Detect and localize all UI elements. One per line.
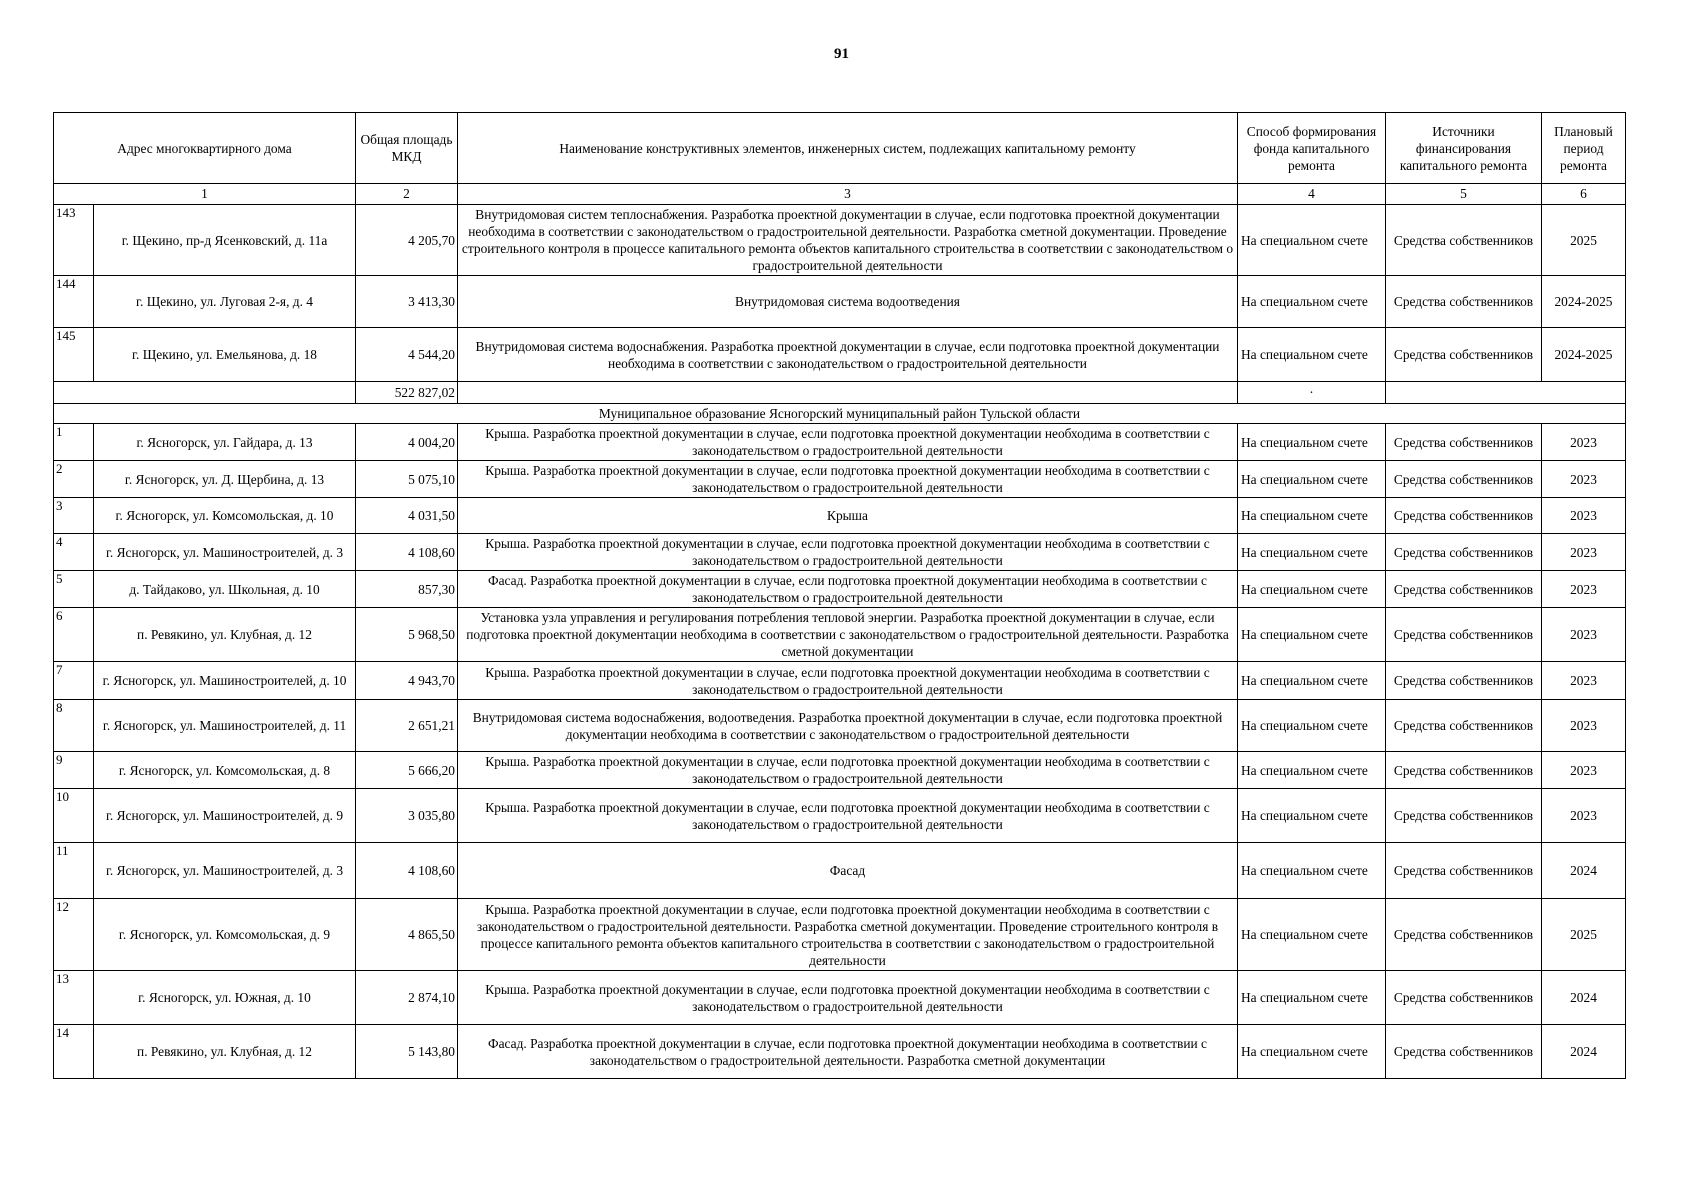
row-area: 4 108,60 — [356, 534, 458, 571]
row-method: На специальном счете — [1238, 662, 1386, 700]
row-address: д. Тайдаково, ул. Школьная, д. 10 — [94, 571, 356, 608]
table-row — [54, 498, 1626, 534]
row-number: 8 — [54, 700, 94, 752]
row-number: 9 — [54, 752, 94, 789]
row-address: г. Ясногорск, ул. Д. Щербина, д. 13 — [94, 461, 356, 498]
row-period: 2024-2025 — [1542, 328, 1626, 382]
row-elements: Фасад — [458, 843, 1238, 899]
row-area: 4 004,20 — [356, 424, 458, 461]
row-area: 5 075,10 — [356, 461, 458, 498]
row-method: На специальном счете — [1238, 276, 1386, 328]
row-area: 5 666,20 — [356, 752, 458, 789]
total-area: 522 827,02 — [356, 382, 458, 404]
row-method: На специальном счете — [1238, 752, 1386, 789]
row-address: г. Ясногорск, ул. Комсомольская, д. 10 — [94, 498, 356, 534]
row-area: 4 031,50 — [356, 498, 458, 534]
row-area: 4 108,60 — [356, 843, 458, 899]
row-method: На специальном счете — [1238, 534, 1386, 571]
header-area: Общая площадь МКД — [356, 113, 458, 184]
row-address: г. Ясногорск, ул. Южная, д. 10 — [94, 971, 356, 1025]
row-address: г. Ясногорск, ул. Комсомольская, д. 9 — [94, 899, 356, 971]
row-address: г. Щекино, ул. Емельянова, д. 18 — [94, 328, 356, 382]
row-number: 145 — [54, 328, 94, 382]
row-address: п. Ревякино, ул. Клубная, д. 12 — [94, 608, 356, 662]
row-elements: Внутридомовая систем теплоснабжения. Разработка проектной документации в случае, если подготовка проектной документации необходима в соответствии с законодательством о градостроительной деятельности. Разработка сметной документации. Проведение строительного контроля в процессе капитального ремонта объектов капитального строительства в соответствии с законодательством о градостроительной деятельности — [458, 205, 1238, 276]
row-area: 3 035,80 — [356, 789, 458, 843]
row-elements: Внутридомовая система водоснабжения. Разработка проектной документации в случае, если подготовка проектной документации необходима в соответствии с законодательством о градостроительной деятельности — [458, 328, 1238, 382]
row-elements: Крыша. Разработка проектной документации в случае, если подготовка проектной документации необходима в соответствии с законодательством о градостроительной деятельности — [458, 424, 1238, 461]
table-row — [54, 971, 1626, 1025]
capital-repair-table — [53, 112, 1626, 1079]
row-method: На специальном счете — [1238, 608, 1386, 662]
row-period: 2023 — [1542, 789, 1626, 843]
row-elements: Крыша. Разработка проектной документации в случае, если подготовка проектной документации необходима в соответствии с законодательством о градостроительной деятельности — [458, 971, 1238, 1025]
row-number: 2 — [54, 461, 94, 498]
row-period: 2023 — [1542, 461, 1626, 498]
row-source: Средства собственников — [1386, 700, 1542, 752]
total-mark: · — [1238, 382, 1386, 404]
row-address: г. Щекино, пр-д Ясенковский, д. 11а — [94, 205, 356, 276]
row-elements: Внутридомовая система водоснабжения, водоотведения. Разработка проектной документации в случае, если подготовка проектной документации необходима в соответствии с законодательством о градостроительной деятельности — [458, 700, 1238, 752]
row-period: 2025 — [1542, 899, 1626, 971]
row-area: 4 865,50 — [356, 899, 458, 971]
row-source: Средства собственников — [1386, 571, 1542, 608]
row-source: Средства собственников — [1386, 899, 1542, 971]
row-period: 2023 — [1542, 424, 1626, 461]
row-number: 10 — [54, 789, 94, 843]
row-period: 2023 — [1542, 608, 1626, 662]
row-elements: Внутридомовая система водоотведения — [458, 276, 1238, 328]
row-method: На специальном счете — [1238, 205, 1386, 276]
row-elements: Крыша. Разработка проектной документации в случае, если подготовка проектной документации необходима в соответствии с законодательством о градостроительной деятельности — [458, 662, 1238, 700]
table-row — [54, 789, 1626, 843]
column-number: 1 — [54, 184, 356, 205]
row-elements: Установка узла управления и регулирования потребления тепловой энергии. Разработка проектной документации в случае, если подготовка проектной документации необходима в соответствии с законодательством о градостроительной деятельности. Разработка сметной документации — [458, 608, 1238, 662]
row-source: Средства собственников — [1386, 534, 1542, 571]
row-address: г. Ясногорск, ул. Гайдара, д. 13 — [94, 424, 356, 461]
total-empty-cell — [1386, 382, 1626, 404]
row-elements: Крыша. Разработка проектной документации в случае, если подготовка проектной документации необходима в соответствии с законодательством о градостроительной деятельности — [458, 461, 1238, 498]
row-method: На специальном счете — [1238, 971, 1386, 1025]
table-row — [54, 1025, 1626, 1079]
header-method: Способ формирования фонда капитального ремонта — [1238, 113, 1386, 184]
table-body-part1 — [54, 205, 1626, 382]
row-area: 857,30 — [356, 571, 458, 608]
table-row — [54, 843, 1626, 899]
row-period: 2025 — [1542, 205, 1626, 276]
row-address: г. Ясногорск, ул. Машиностроителей, д. 11 — [94, 700, 356, 752]
row-source: Средства собственников — [1386, 498, 1542, 534]
table-row — [54, 899, 1626, 971]
row-address: г. Ясногорск, ул. Машиностроителей, д. 3 — [94, 534, 356, 571]
row-area: 3 413,30 — [356, 276, 458, 328]
header-period: Плановый период ремонта — [1542, 113, 1626, 184]
row-method: На специальном счете — [1238, 843, 1386, 899]
row-address: г. Ясногорск, ул. Комсомольская, д. 8 — [94, 752, 356, 789]
row-number: 6 — [54, 608, 94, 662]
table-body-part2 — [54, 424, 1626, 1079]
row-method: На специальном счете — [1238, 899, 1386, 971]
row-number: 14 — [54, 1025, 94, 1079]
row-method: На специальном счете — [1238, 424, 1386, 461]
row-method: На специальном счете — [1238, 1025, 1386, 1079]
total-label-cell — [54, 382, 356, 404]
row-area: 5 143,80 — [356, 1025, 458, 1079]
row-source: Средства собственников — [1386, 789, 1542, 843]
row-elements: Крыша. Разработка проектной документации в случае, если подготовка проектной документации необходима в соответствии с законодательством о градостроительной деятельности — [458, 789, 1238, 843]
row-period: 2023 — [1542, 662, 1626, 700]
row-period: 2024 — [1542, 971, 1626, 1025]
row-number: 4 — [54, 534, 94, 571]
municipality-subtitle: Муниципальное образование Ясногорский муниципальный район Тульской области — [54, 404, 1626, 424]
row-address: г. Щекино, ул. Луговая 2-я, д. 4 — [94, 276, 356, 328]
row-elements: Крыша. Разработка проектной документации в случае, если подготовка проектной документации необходима в соответствии с законодательством о градостроительной деятельности. Разработка сметной документации. Проведение строительного контроля в процессе капитального ремонта объектов капитального строительства в соответствии с законодательством о градостроительной деятельности — [458, 899, 1238, 971]
row-number: 1 — [54, 424, 94, 461]
row-method: На специальном счете — [1238, 498, 1386, 534]
row-method: На специальном счете — [1238, 328, 1386, 382]
row-method: На специальном счете — [1238, 571, 1386, 608]
header-address: Адрес многоквартирного дома — [54, 113, 356, 184]
table-row — [54, 700, 1626, 752]
row-number: 13 — [54, 971, 94, 1025]
row-address: г. Ясногорск, ул. Машиностроителей, д. 9 — [94, 789, 356, 843]
row-area: 4 943,70 — [356, 662, 458, 700]
column-number: 4 — [1238, 184, 1386, 205]
row-source: Средства собственников — [1386, 328, 1542, 382]
row-period: 2023 — [1542, 752, 1626, 789]
table-row — [54, 752, 1626, 789]
column-number: 5 — [1386, 184, 1542, 205]
row-period: 2024 — [1542, 843, 1626, 899]
row-area: 2 651,21 — [356, 700, 458, 752]
table-row — [54, 205, 1626, 276]
row-source: Средства собственников — [1386, 276, 1542, 328]
row-number: 3 — [54, 498, 94, 534]
row-address: п. Ревякино, ул. Клубная, д. 12 — [94, 1025, 356, 1079]
row-source: Средства собственников — [1386, 1025, 1542, 1079]
column-number: 6 — [1542, 184, 1626, 205]
row-area: 2 874,10 — [356, 971, 458, 1025]
header-row — [54, 113, 1626, 184]
row-period: 2023 — [1542, 498, 1626, 534]
table-row — [54, 328, 1626, 382]
row-area: 5 968,50 — [356, 608, 458, 662]
row-elements: Крыша — [458, 498, 1238, 534]
row-period: 2024-2025 — [1542, 276, 1626, 328]
row-method: На специальном счете — [1238, 700, 1386, 752]
table-row — [54, 461, 1626, 498]
row-source: Средства собственников — [1386, 971, 1542, 1025]
table-row — [54, 276, 1626, 328]
row-source: Средства собственников — [1386, 461, 1542, 498]
column-number: 3 — [458, 184, 1238, 205]
page-number: 91 — [834, 46, 849, 62]
row-method: На специальном счете — [1238, 461, 1386, 498]
row-elements: Фасад. Разработка проектной документации в случае, если подготовка проектной документации необходима в соответствии с законодательством о градостроительной деятельности. Разработка сметной документации — [458, 1025, 1238, 1079]
subtitle-row — [54, 404, 1626, 424]
row-elements: Фасад. Разработка проектной документации в случае, если подготовка проектной документации необходима в соответствии с законодательством о градостроительной деятельности — [458, 571, 1238, 608]
row-method: На специальном счете — [1238, 789, 1386, 843]
row-address: г. Ясногорск, ул. Машиностроителей, д. 3 — [94, 843, 356, 899]
row-number: 7 — [54, 662, 94, 700]
total-row — [54, 382, 1626, 404]
row-number: 5 — [54, 571, 94, 608]
row-source: Средства собственников — [1386, 662, 1542, 700]
row-elements: Крыша. Разработка проектной документации в случае, если подготовка проектной документации необходима в соответствии с законодательством о градостроительной деятельности — [458, 534, 1238, 571]
row-number: 12 — [54, 899, 94, 971]
table-row — [54, 424, 1626, 461]
table-row — [54, 608, 1626, 662]
table-row — [54, 534, 1626, 571]
header-elements: Наименование конструктивных элементов, инженерных систем, подлежащих капитальному ремонту — [458, 113, 1238, 184]
row-period: 2023 — [1542, 571, 1626, 608]
row-area: 4 205,70 — [356, 205, 458, 276]
row-source: Средства собственников — [1386, 205, 1542, 276]
total-empty-cell — [458, 382, 1238, 404]
column-number: 2 — [356, 184, 458, 205]
row-number: 144 — [54, 276, 94, 328]
row-address: г. Ясногорск, ул. Машиностроителей, д. 10 — [94, 662, 356, 700]
table-summary — [54, 382, 1626, 424]
row-source: Средства собственников — [1386, 608, 1542, 662]
row-number: 11 — [54, 843, 94, 899]
row-area: 4 544,20 — [356, 328, 458, 382]
row-period: 2023 — [1542, 700, 1626, 752]
row-source: Средства собственников — [1386, 752, 1542, 789]
row-period: 2023 — [1542, 534, 1626, 571]
table-row — [54, 571, 1626, 608]
row-source: Средства собственников — [1386, 843, 1542, 899]
header-source: Источники финансирования капитального ремонта — [1386, 113, 1542, 184]
row-elements: Крыша. Разработка проектной документации в случае, если подготовка проектной документации необходима в соответствии с законодательством о градостроительной деятельности — [458, 752, 1238, 789]
column-number-row — [54, 184, 1626, 205]
table-row — [54, 662, 1626, 700]
row-number: 143 — [54, 205, 94, 276]
row-period: 2024 — [1542, 1025, 1626, 1079]
row-source: Средства собственников — [1386, 424, 1542, 461]
